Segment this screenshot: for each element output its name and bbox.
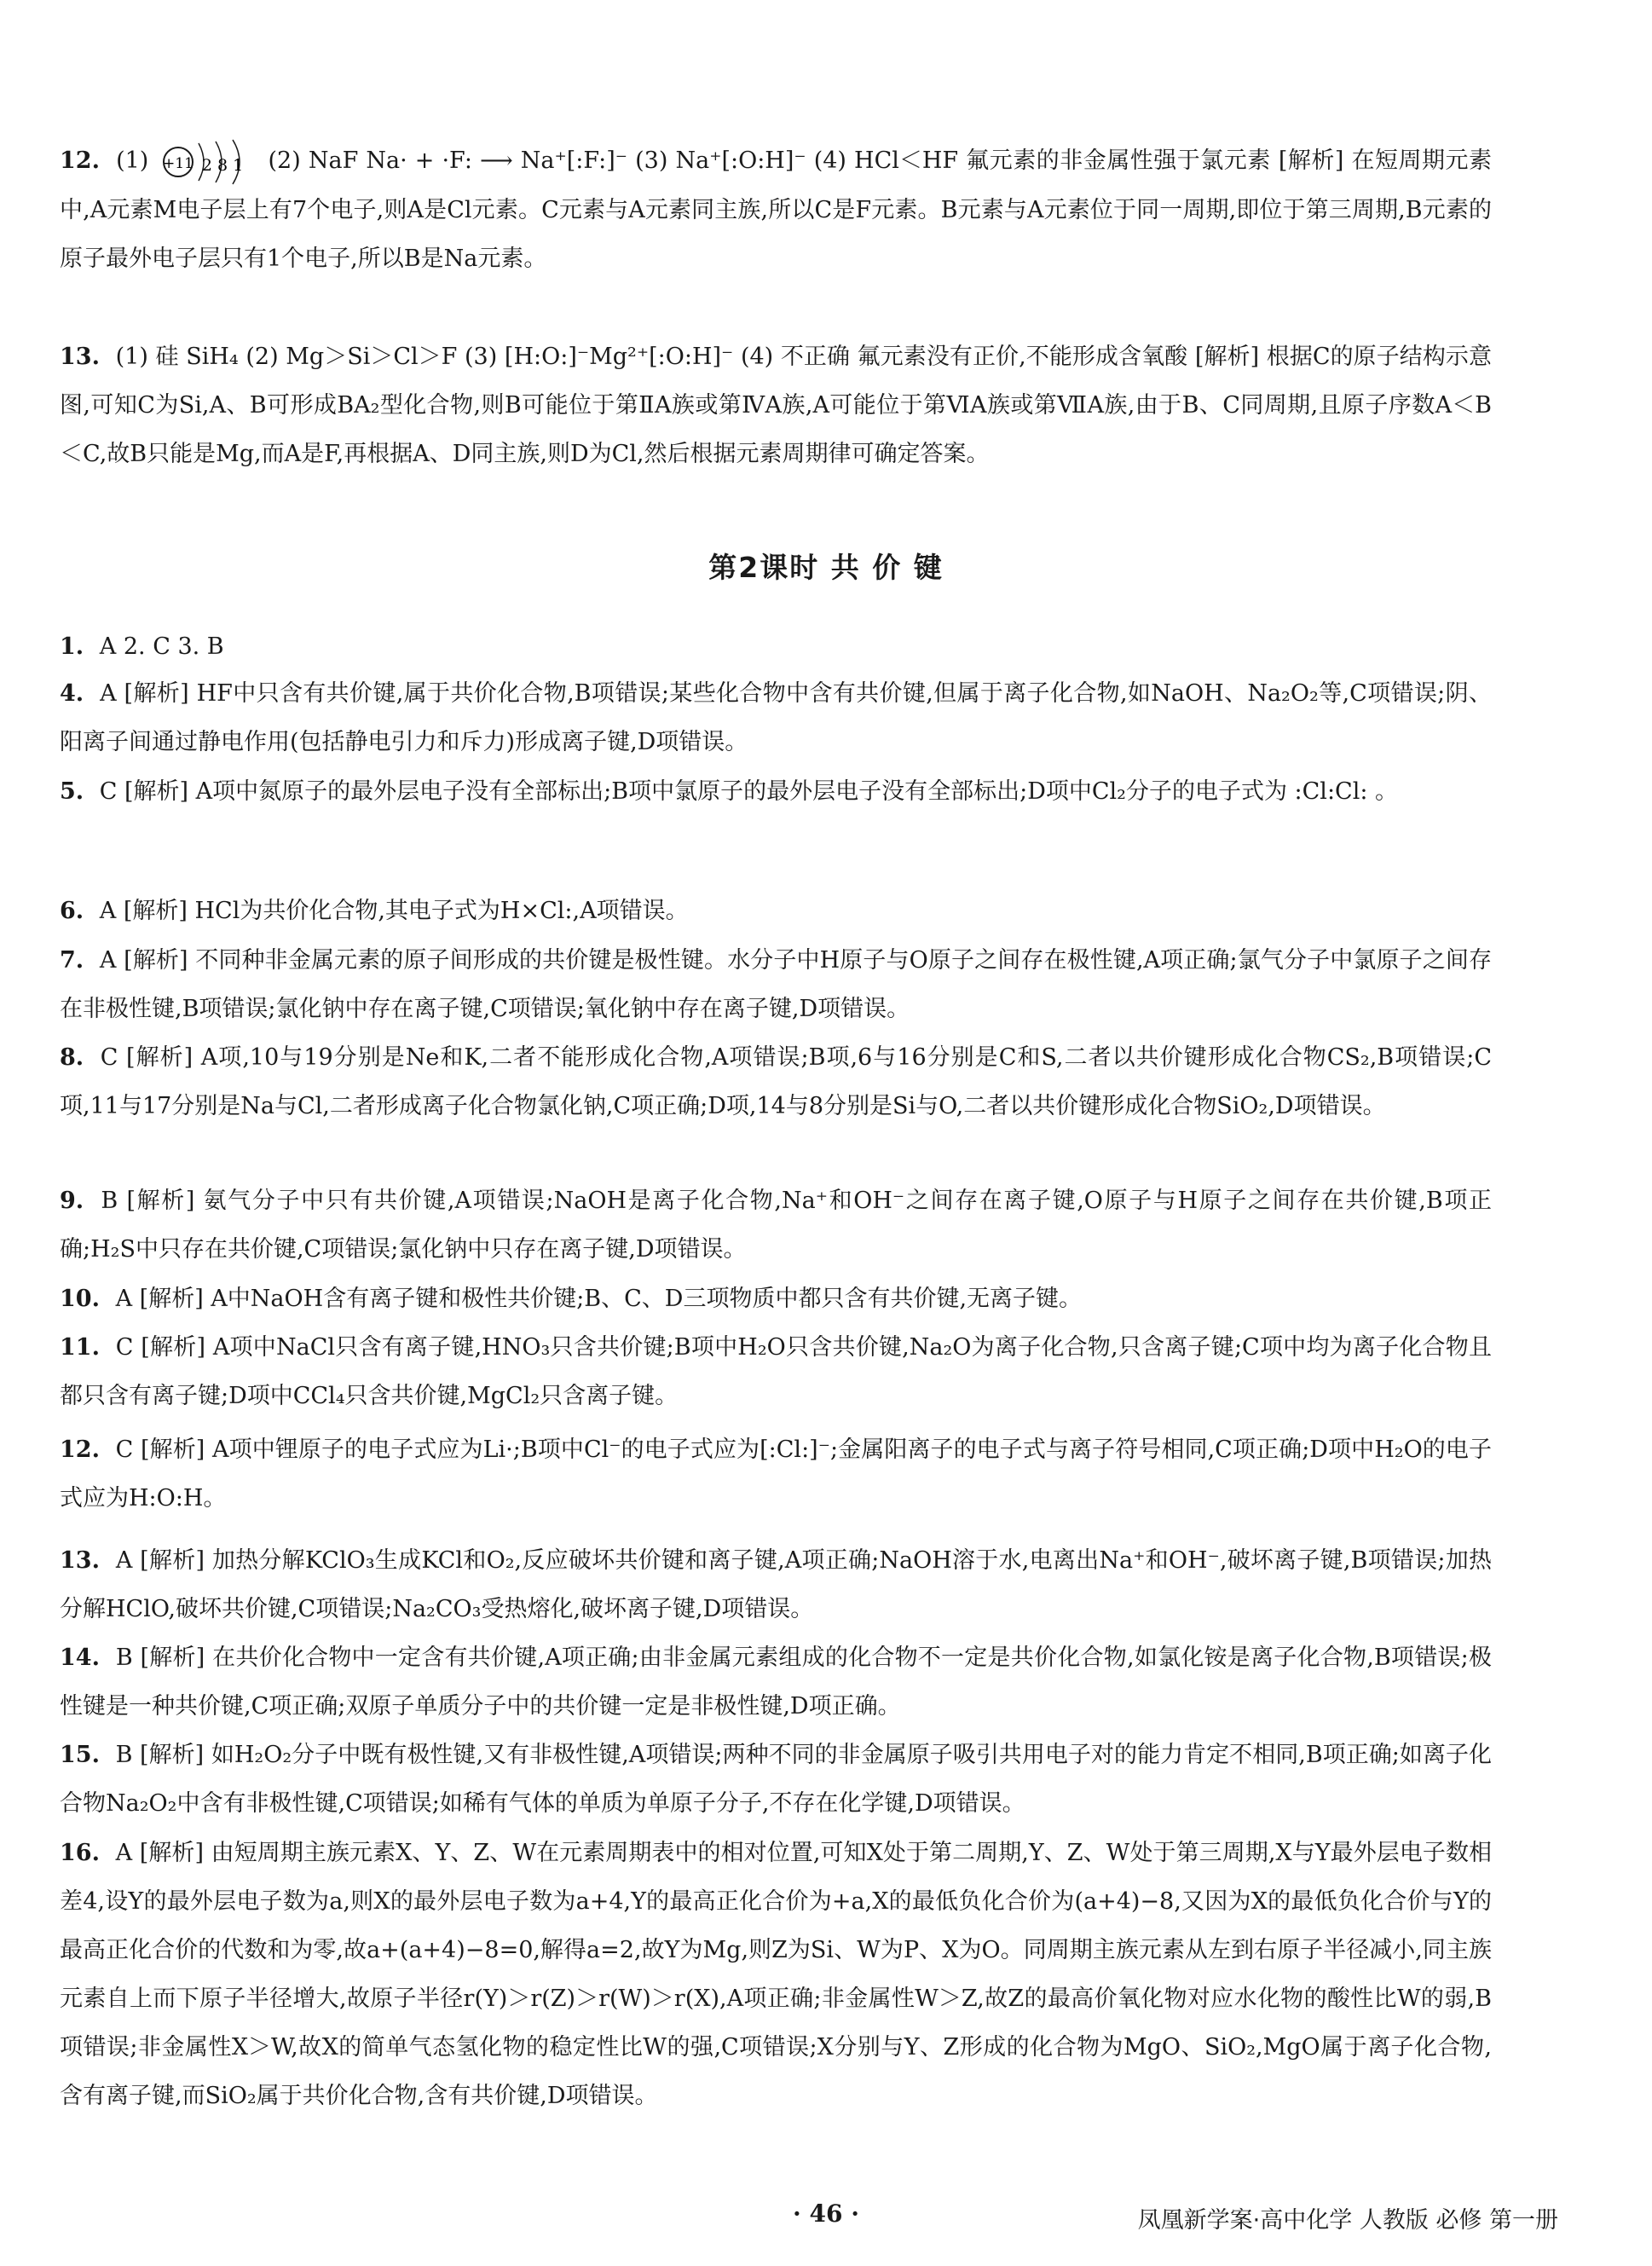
item-number: 15.	[60, 1742, 100, 1768]
item-number: 8.	[60, 1044, 84, 1071]
answer-item	[60, 1275, 1492, 1323]
answer-item	[60, 936, 1492, 1033]
answer-item	[60, 332, 1492, 478]
shell-electrons: 2 8 1	[202, 155, 244, 175]
item-number: 9.	[60, 1188, 84, 1214]
item-text: A [解析] 不同种非金属元素的原子间形成的共价键是极性键。水分子中H原子与O原子之间存在极性键,A项正确;氯气分子中氯原子之间存在非极性键,B项错误;氯化钠中存在离子键,C项错误;氧化钠中存在离子键,D项错误。	[60, 947, 1492, 1022]
book-title: 凤凰新学案·高中化学 人教版 必修 第一册	[1137, 2207, 1558, 2234]
item-text: B [解析] 在共价化合物中一定含有共价键,A项正确;由非金属元素组成的化合物不一定是共价化合物,如氯化铵是离子化合物,B项错误;极性键是一种共价键,C项正确;双原子单质分子中的共价键一定是非极性键,D项正确。	[60, 1645, 1492, 1720]
section-title: 第2课时 共 价 键	[708, 551, 944, 584]
item-text: (2) NaF Na· + ·F: ⟶ Na⁺[:F:]⁻ (3) Na⁺[:O:H]⁻ (4) HCl＜HF 氟元素的非金属性强于氯元素 [解析] 在短周期元素中,A元素M电子层上有7个电子,则A是Cl元素。C元素与A元素同主族,所以C是F元素。B元素与A元素位于同一周期,即位于第三周期,B元素的原子最外电子层只有1个电子,所以B是Na元素。	[60, 147, 1492, 272]
item-part-label: (1)	[116, 147, 149, 174]
answer-item	[60, 1425, 1492, 1523]
item-number: 16.	[60, 1840, 100, 1866]
answer-item	[60, 1536, 1492, 1633]
item-text: B [解析] 氨气分子中只有共价键,A项错误;NaOH是离子化合物,Na⁺和OH⁻之间存在离子键,O原子与H原子之间存在共价键,B项正确;H₂S中只存在共价键,C项错误;氯化钠中只存在离子键,D项错误。	[60, 1188, 1492, 1263]
atom-structure-diagram	[161, 138, 255, 186]
answer-item	[60, 136, 1492, 283]
page-number: · 46 ·	[793, 2200, 859, 2228]
item-text: C [解析] A项中锂原子的电子式应为Li·;B项中Cl⁻的电子式应为[:Cl:]⁻;金属阳离子的电子式与离子符号相同,C项正确;D项中H₂O的电子式应为H:O:H。	[60, 1436, 1492, 1512]
item-text: C [解析] A项中NaCl只含有离子键,HNO₃只含共价键;B项中H₂O只含共价键,Na₂O为离子化合物,只含离子键;C项中均为离子化合物且都只含有离子键;D项中CCl₄只含共价键,MgCl₂只含离子键。	[60, 1334, 1492, 1409]
answer-item	[60, 1323, 1492, 1420]
answer-item	[60, 669, 1492, 766]
item-text: A [解析] 加热分解KClO₃生成KCl和O₂,反应破坏共价键和离子键,A项正确;NaOH溶于水,电离出Na⁺和OH⁻,破坏离子键,B项错误;加热分解HClO,破坏共价键,C项错误;Na₂CO₃受热熔化,破坏离子键,D项错误。	[60, 1547, 1492, 1622]
item-number: 6.	[60, 898, 84, 924]
answer-item	[60, 767, 1492, 816]
answer-item	[60, 1829, 1492, 2120]
item-number: 5.	[60, 778, 84, 805]
answer-item	[60, 1731, 1492, 1828]
item-number: 7.	[60, 947, 84, 974]
item-text: A [解析] HF中只含有共价键,属于共价化合物,B项错误;某些化合物中含有共价键,但属于离子化合物,如NaOH、Na₂O₂等,C项错误;阴、阳离子间通过静电作用(包括静电引力和斥力)形成离子键,D项错误。	[60, 680, 1492, 755]
item-text: A [解析] A中NaOH含有离子键和极性共价键;B、C、D三项物质中都只含有共价键,无离子键。	[115, 1286, 1083, 1312]
item-text: (1) 硅 SiH₄ (2) Mg＞Si＞Cl＞F (3) [H:O:]⁻Mg²⁺[:O:H]⁻ (4) 不正确 氟元素没有正价,不能形成含氧酸 [解析] 根据C的原子结构示意图,可知C为Si,A、B可形成BA₂型化合物,则B可能位于第ⅡA族或第ⅣA族,A可能位于第ⅥA族或第ⅦA族,由于B、C同周期,且原子序数A＜B＜C,故B只能是Mg,而A是F,再根据A、D同主族,则D为Cl,然后根据元素周期律可确定答案。	[60, 344, 1492, 467]
item-text: C [解析] A项,10与19分别是Ne和K,二者不能形成化合物,A项错误;B项,6与16分别是C和S,二者以共价键形成化合物CS₂,B项错误;C项,11与17分别是Na与Cl,二者形成离子化合物氯化钠,C项正确;D项,14与8分别是Si与O,二者以共价键形成化合物SiO₂,D项错误。	[60, 1044, 1492, 1119]
item-text: B [解析] 如H₂O₂分子中既有极性键,又有非极性键,A项错误;两种不同的非金属原子吸引共用电子对的能力肯定不相同,B项正确;如离子化合物Na₂O₂中含有非极性键,C项错误;如稀有气体的单质为单原子分子,不存在化学键,D项错误。	[60, 1742, 1492, 1817]
item-number: 13.	[60, 1547, 100, 1574]
item-text: C [解析] A项中氮原子的最外层电子没有全部标出;B项中氯原子的最外层电子没有全部标出;D项中Cl₂分子的电子式为 :Cl:Cl: 。	[99, 778, 1399, 805]
answer-item	[60, 887, 1492, 935]
item-number: 4.	[60, 680, 84, 707]
item-text: A 2. C 3. B	[99, 633, 224, 660]
item-number: 14.	[60, 1645, 100, 1671]
item-number: 1.	[60, 633, 84, 660]
answer-item	[60, 622, 1492, 671]
item-number: 13.	[60, 344, 100, 370]
nucleus-label: +11	[163, 154, 194, 172]
item-number: 12.	[60, 1436, 100, 1463]
item-number: 11.	[60, 1334, 100, 1361]
item-text: A [解析] HCl为共价化合物,其电子式为H×Cl:,A项错误。	[99, 898, 689, 924]
item-text: A [解析] 由短周期主族元素X、Y、Z、W在元素周期表中的相对位置,可知X处于第二周期,Y、Z、W处于第三周期,X与Y最外层电子数相差4,设Y的最外层电子数为a,则X的最外层电子数为a+4,Y的最高正化合价为+a,X的最低负化合价为(a+4)−8,又因为X的最低负化合价与Y的最高正化合价的代数和为零,故a+(a+4)−8=0,解得a=2,故Y为Mg,则Z为Si、W为P、X为O。同周期主族元素从左到右原子半径减小,同主族元素自上而下原子半径增大,故原子半径r(Y)＞r(Z)＞r(W)＞r(X),A项正确;非金属性W＞Z,故Z的最高价氧化物对应水化物的酸性比W的弱,B项错误;非金属性X＞W,故X的简单气态氢化物的稳定性比W的强,C项错误;X分别与Y、Z形成的化合物为MgO、SiO₂,MgO属于离子化合物,含有离子键,而SiO₂属于共价化合物,含有共价键,D项错误。	[60, 1840, 1492, 2109]
item-number: 12.	[60, 147, 100, 174]
answer-item	[60, 1633, 1492, 1731]
answer-item	[60, 1033, 1492, 1130]
item-number: 10.	[60, 1286, 100, 1312]
answer-item	[60, 1176, 1492, 1274]
